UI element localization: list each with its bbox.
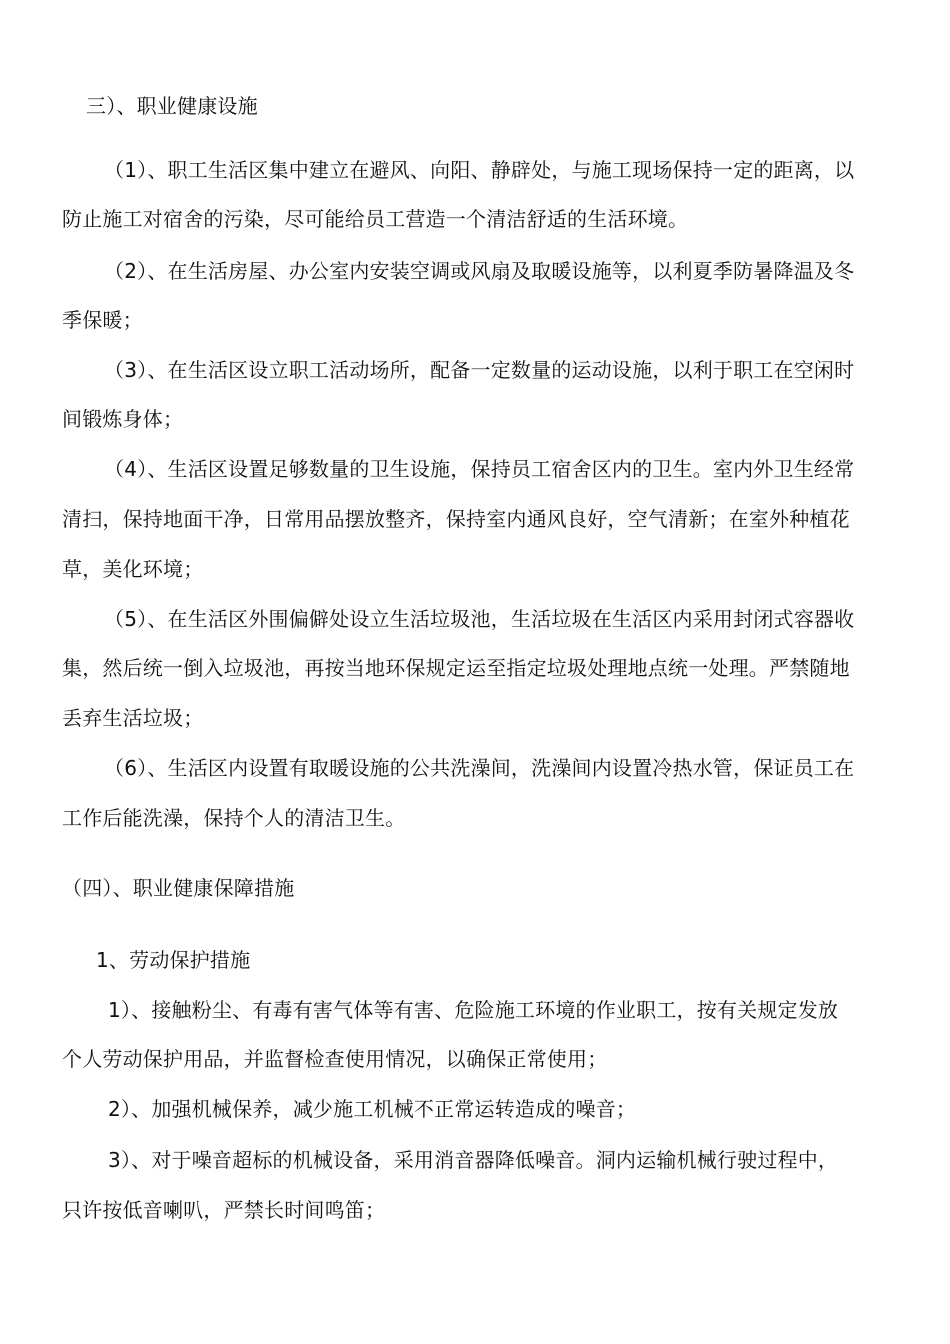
item-1-line-1: 1）、接触粉尘、有毒有害气体等有害、危险施工环境的作业职工，按有关规定发放: [108, 998, 839, 1022]
paragraph-5-line-1: （5）、在生活区外围偏僻处设立生活垃圾池，生活垃圾在生活区内采用封闭式容器收: [104, 607, 855, 631]
paragraph-4-line-3: 草，美化环境；: [62, 557, 204, 581]
paragraph-5-line-3: 丢弃生活垃圾；: [62, 706, 204, 730]
paragraph-1-line-1: （1）、职工生活区集中建立在避风、向阳、静辟处，与施工现场保持一定的距离，以: [104, 158, 855, 182]
item-2-line-1: 2）、加强机械保养，减少施工机械不正常运转造成的噪音；: [108, 1097, 637, 1121]
item-3-line-2: 只许按低音喇叭，严禁长时间鸣笛；: [62, 1198, 386, 1222]
item-3-line-1: 3）、对于噪音超标的机械设备，采用消音器降低噪音。洞内运输机械行驶过程中，: [108, 1148, 839, 1172]
section-heading-3: 三）、职业健康设施: [86, 94, 258, 118]
paragraph-6-line-2: 工作后能洗澡，保持个人的清洁卫生。: [62, 806, 406, 830]
paragraph-2-line-2: 季保暖；: [62, 308, 143, 332]
paragraph-6-line-1: （6）、生活区内设置有取暖设施的公共洗澡间，洗澡间内设置冷热水管，保证员工在: [104, 756, 855, 780]
paragraph-1-line-2: 防止施工对宿舍的污染，尽可能给员工营造一个清洁舒适的生活环境。: [62, 207, 689, 231]
paragraph-4-line-1: （4）、生活区设置足够数量的卫生设施，保持员工宿舍区内的卫生。室内外卫生经常: [104, 457, 855, 481]
section-heading-4: （四）、职业健康保障措施: [62, 876, 295, 900]
paragraph-3-line-1: （3）、在生活区设立职工活动场所，配备一定数量的运动设施，以利于职工在空闲时: [104, 358, 855, 382]
item-1-line-2: 个人劳动保护用品，并监督检查使用情况，以确保正常使用；: [62, 1047, 608, 1071]
subsection-heading-1: 1、劳动保护措施: [96, 948, 251, 972]
paragraph-4-line-2: 清扫，保持地面干净，日常用品摆放整齐，保持室内通风良好，空气清新；在室外种植花: [62, 507, 850, 531]
paragraph-3-line-2: 间锻炼身体；: [62, 407, 184, 431]
paragraph-2-line-1: （2）、在生活房屋、办公室内安装空调或风扇及取暖设施等，以利夏季防暑降温及冬: [104, 259, 855, 283]
paragraph-5-line-2: 集，然后统一倒入垃圾池，再按当地环保规定运至指定垃圾处理地点统一处理。严禁随地: [62, 656, 850, 680]
